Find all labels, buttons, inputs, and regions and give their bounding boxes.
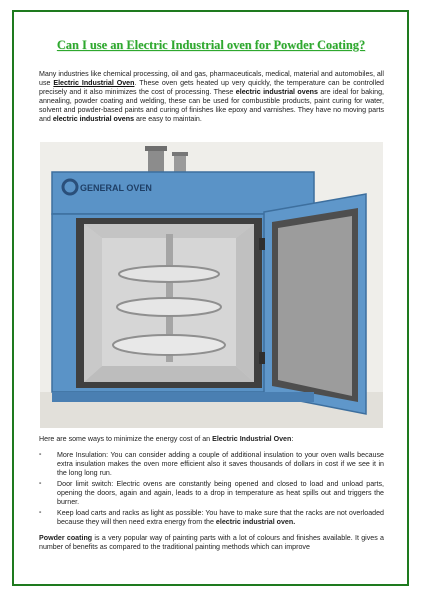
- intro-text-3: are ideal for baking, annealing, powder coating and welding, these can be used for combustible products, paint curing for water, solvent and powder-based paints and curing of finishes like epoxy and varnishes. They have no moving parts and: [39, 88, 385, 124]
- list-item: [39, 480, 384, 507]
- bullet-dash: -: [39, 479, 42, 487]
- oven-logo-text: GENERAL OVEN: [80, 183, 152, 193]
- bullet-dash: -: [39, 450, 42, 458]
- ways-bold: Electric Industrial Oven: [212, 435, 292, 443]
- list-item: [39, 451, 384, 478]
- bullet-text: Door limit switch: Electric ovens are constantly being opened and closed to load and unload parts, opening the doors, again and again, leads to a drop in temperature as heat spills out and triggers the burner.: [57, 480, 384, 506]
- intro-bold-2: electric industrial ovens: [52, 115, 135, 124]
- exhaust-cap-2: [172, 152, 188, 156]
- intro-bold-1: electric industrial ovens: [235, 88, 318, 97]
- electric-industrial-oven-link[interactable]: Electric Industrial Oven: [53, 79, 135, 88]
- tray-bottom: [113, 335, 225, 355]
- intro-text-1: Many industries like chemical processing, oil and gas, pharmaceuticals, medical, material and automobiles, all use: [39, 70, 384, 88]
- bullet-dash: -: [39, 508, 42, 516]
- intro-paragraph: [39, 70, 384, 125]
- door-inner-panel: [278, 216, 352, 396]
- control-panel: [52, 172, 314, 214]
- energy-tips-list: [39, 451, 384, 529]
- closing-text: is a very popular way of painting parts with a lot of colours and finishes available. It gives a number of benefits as compared to the traditional painting methods which can improve: [39, 534, 384, 551]
- bullet-bold: electric industrial oven.: [215, 518, 296, 526]
- ways-lead: Here are some ways to minimize the energy cost of an: [39, 435, 213, 443]
- chamber-right-wall: [236, 224, 254, 382]
- exhaust-pipe-1: [148, 148, 164, 174]
- bullet-text: Keep load carts and racks as light as possible: You have to make sure that the racks are not overloaded because they will then need extra energy from the: [57, 509, 384, 526]
- ways-tail: :: [291, 435, 294, 443]
- ways-intro: [39, 435, 384, 444]
- page-title: Can I use an Electric Industrial oven for Powder Coating?: [56, 38, 366, 52]
- tray-top: [119, 266, 219, 282]
- oven-illustration: [40, 142, 383, 428]
- door-hinge-top: [259, 238, 265, 250]
- list-item: [39, 509, 384, 527]
- chamber-left-wall: [84, 224, 102, 382]
- tray-middle: [117, 298, 221, 316]
- oven-photo: [40, 142, 383, 428]
- intro-text-4: are easy to maintain.: [134, 115, 202, 124]
- chamber-floor: [84, 366, 254, 382]
- exhaust-cap-1: [145, 146, 167, 151]
- closing-bold: Powder coating: [39, 534, 93, 542]
- door-hinge-bottom: [259, 352, 265, 364]
- cabinet-base: [52, 392, 314, 402]
- bullet-text: More Insulation: You can consider adding a couple of additional insulation to your oven walls because extra insulation makes the oven more efficient also it saves thousands of dollars in cost if we see it in the long long run.: [57, 451, 384, 477]
- intro-text-2: . These oven gets heated up very quickly, the temperature can be controlled precisely and it also minimizes the cost of processing. These: [39, 79, 384, 97]
- exhaust-pipe-2: [174, 154, 186, 174]
- closing-paragraph: [39, 534, 384, 552]
